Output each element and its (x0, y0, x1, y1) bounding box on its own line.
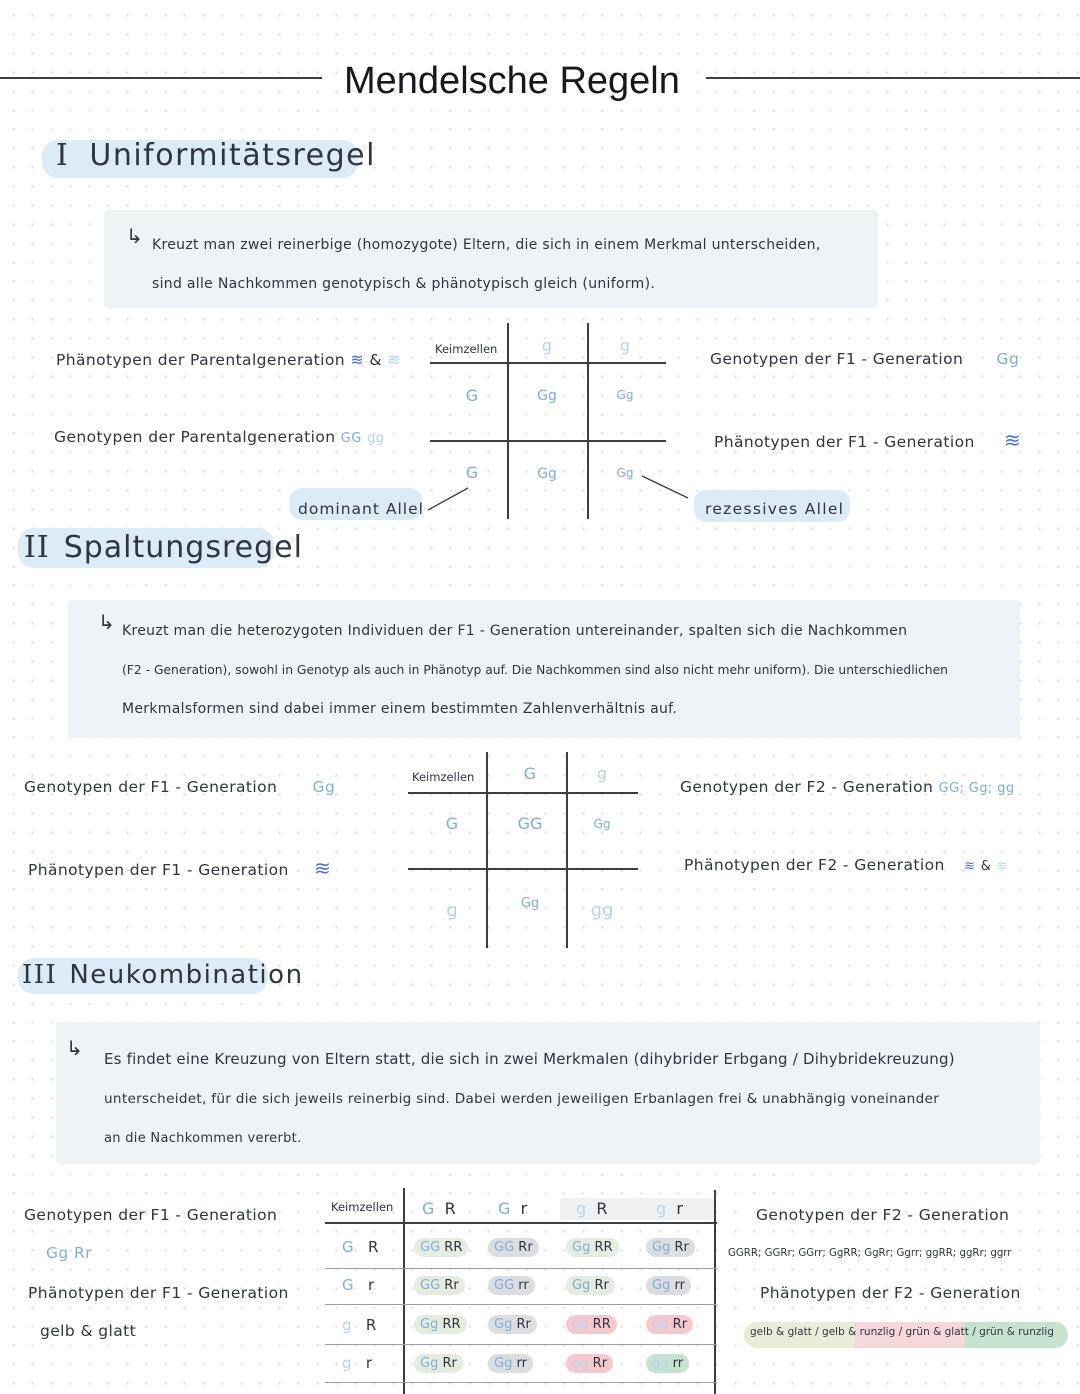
s1-grid-hline-mid (430, 440, 666, 442)
s1-grid-cell-0-1: Gg (616, 388, 634, 402)
s3-f1-phenotype-label: Phänotypen der F1 - Generation (28, 1284, 289, 1302)
dominant-label: dominant Allel (298, 500, 424, 518)
page-title: Mendelsche Regeln (344, 60, 680, 102)
s3-grid-hline-head (325, 1222, 717, 1224)
s3-f1-phenotype-value: gelb & glatt (40, 1322, 137, 1340)
s2-f1-genotype-value: Gg (312, 778, 336, 796)
title-rule-right (706, 77, 1080, 79)
s1-parental-phenotype-label: Phänotypen der Parentalgeneration ≋ & ≋ (56, 350, 402, 369)
s3-f2-phenotype-value: gelb & glatt / gelb & runzlig / grün & glatt / grün & runzlig (750, 1326, 1054, 1338)
s3-grid-cell-1-1: GG rr (488, 1274, 535, 1295)
s3-grid-cell-3-3: gg rr (646, 1352, 689, 1373)
s2-grid-row-0-head: G (445, 814, 459, 833)
s3-grid-hline-3 (325, 1344, 717, 1345)
s2-f1-genotype-label: Genotypen der F1 - Generation Gg (24, 778, 336, 796)
title-rule-left (0, 77, 322, 79)
s3-f2-genotype-value: GGRR; GGRr; GGrr; GgRR; GgRr; Ggrr; ggRR; ggRr; ggrr (728, 1248, 1012, 1259)
s1-grid-cell-1-0: Gg (537, 466, 557, 482)
section1-text-line1: Kreuzt man zwei reinerbige (homozygote) Eltern, die sich in einem Merkmal unterscheiden, (152, 237, 821, 253)
section1-text-line2: sind alle Nachkommen genotypisch & phänotypisch gleich (uniform). (152, 276, 656, 292)
s1-grid-col-1: g (619, 336, 631, 355)
s2-grid-vline-1 (486, 752, 488, 948)
s2-grid-col-1: g (596, 764, 608, 783)
section1-numeral: I (56, 138, 70, 173)
s3-grid-cell-3-2: gg Rr (566, 1352, 613, 1373)
s3-grid-cell-2-1: Gg Rr (488, 1313, 537, 1334)
s2-grid-hline-mid (408, 868, 638, 870)
s1-pointer-lines (420, 470, 700, 520)
dark-blue-swatch-icon: ≋ (314, 856, 332, 880)
s1-parental-genotype-label: Genotypen der Parentalgeneration GG gg (54, 428, 385, 446)
s1-grid-cell-1-1: Gg (616, 466, 634, 480)
s1-grid-hline-top (430, 362, 666, 364)
s1-grid-row-1-head: G (465, 463, 479, 482)
section2-text-line2: (F2 - Generation), sowohl in Genotyp als auch in Phänotyp auf. Die Nachkommen sind also nicht mehr uniform). Die unterschiedlichen (122, 663, 948, 677)
s3-grid-cell-1-0: GG Rr (414, 1274, 465, 1295)
s3-grid-row-1-head: G r (342, 1276, 375, 1294)
s3-grid-hline-bottom (325, 1382, 717, 1383)
s1-grid-corner: Keimzellen (435, 342, 498, 356)
s3-grid-cell-0-3: Gg Rr (646, 1236, 695, 1257)
s2-grid-cell-1-0: Gg (520, 896, 540, 911)
s3-f1-genotype-label: Genotypen der F1 - Generation (24, 1206, 278, 1224)
s2-grid-vline-2 (566, 752, 568, 948)
section1-heading (56, 138, 376, 173)
section2-arrow-icon: ↳ (98, 610, 115, 634)
section1-heading-text: Uniformitätsregel (89, 138, 376, 173)
s1-grid-cell-0-0: Gg (537, 388, 557, 404)
s3-grid-cell-3-0: Gg Rr (414, 1352, 463, 1373)
recessive-label: rezessives Allel (705, 500, 845, 518)
s3-grid-cell-0-2: Gg RR (566, 1236, 619, 1257)
s3-grid-row-0-head: G R (342, 1238, 379, 1256)
s3-grid-corner: Keimzellen (331, 1200, 394, 1214)
s1-parental-genotype-a: GG (340, 431, 362, 446)
section2-heading-text: Spaltungsregel (63, 530, 303, 565)
s2-grid-hline-top (408, 792, 638, 794)
s3-grid-cell-3-1: Gg rr (488, 1352, 533, 1373)
section2-text-line1: Kreuzt man die heterozygoten Individuen der F1 - Generation untereinander, spalten sich die Nachkommen (122, 623, 908, 639)
s3-grid-cell-0-1: GG Rr (488, 1236, 539, 1257)
s3-grid-col-2: g R (576, 1199, 608, 1218)
s3-grid-col-1: G r (498, 1199, 528, 1218)
s3-grid-col-0: G R (422, 1199, 456, 1218)
s3-f2-phenotype-label: Phänotypen der F2 - Generation (760, 1284, 1021, 1302)
s2-f2-genotype-label: Genotypen der F2 - Generation GG; Gg; gg (680, 778, 1015, 796)
s2-f1-phenotype-label: Phänotypen der F1 - Generation ≋ (28, 856, 332, 880)
s3-grid-cell-2-3: gg Rr (646, 1313, 693, 1334)
section3-heading-text: Neukombination (69, 960, 304, 990)
s3-grid-cell-1-2: Gg Rr (566, 1274, 615, 1295)
s2-grid-corner: Keimzellen (412, 770, 475, 784)
section2-numeral: II (24, 530, 50, 565)
s3-grid-col-3: g r (656, 1199, 683, 1218)
s3-grid-cell-2-0: Gg RR (414, 1313, 467, 1334)
s1-parental-genotype-b: gg (367, 431, 385, 446)
s3-grid-cell-0-0: GG RR (414, 1236, 468, 1257)
s3-grid-cell-1-3: Gg rr (646, 1274, 691, 1295)
s1-f1-phenotype-label: Phänotypen der F1 - Generation ≋ (714, 428, 1022, 452)
s3-grid-row-2-head: g R (342, 1316, 377, 1334)
light-blue-swatch-icon: ≋ (387, 350, 402, 369)
dark-blue-swatch-icon: ≋ (1004, 428, 1022, 452)
section3-numeral: III (22, 960, 58, 990)
s3-f1-genotype-value: Gg Rr (46, 1244, 92, 1262)
s1-grid-row-0-head: G (465, 386, 479, 405)
s2-grid-cell-0-0: GG (517, 814, 543, 833)
s3-grid-row-3-head: g r (342, 1354, 373, 1372)
section3-heading (22, 960, 304, 990)
s2-f2-phenotype-label: Phänotypen der F2 - Generation ≋ & ≋ (684, 856, 1008, 874)
s1-f1-genotype-label: Genotypen der F1 - Generation Gg (710, 350, 1020, 368)
s3-grid-cell-2-2: gg RR (566, 1313, 617, 1334)
s2-grid-cell-0-1: Gg (593, 817, 611, 831)
s3-f2-genotype-label: Genotypen der F2 - Generation (756, 1206, 1010, 1224)
section3-text-line1: Es findet eine Kreuzung von Eltern statt, die sich in zwei Merkmalen (dihybrider Erbgang / Dihybridekreuzung) (104, 1050, 955, 1068)
section3-text-line2: unterscheidet, für die sich jeweils reinerbig sind. Dabei werden jeweiligen Erbanlagen frei & unabhängig voneinander (104, 1091, 940, 1107)
s3-grid-vline-head (403, 1188, 405, 1394)
section3-arrow-icon: ↳ (66, 1036, 83, 1060)
s3-grid-hline-2 (325, 1304, 717, 1305)
dark-blue-swatch-icon: ≋ (964, 859, 976, 874)
s2-grid-cell-1-1: gg (590, 900, 614, 921)
section1-arrow-icon: ↳ (126, 224, 143, 248)
s2-grid-row-1-head: g (446, 900, 458, 921)
s2-f2-genotype-value: GG; Gg; gg (938, 781, 1015, 796)
dark-blue-swatch-icon: ≋ (350, 350, 365, 369)
s3-grid-vline-end (714, 1190, 716, 1394)
s2-grid-col-0: G (523, 764, 537, 783)
s1-grid-col-0: g (541, 336, 553, 355)
section2-heading (24, 530, 303, 565)
s3-grid-hline-1 (325, 1268, 717, 1269)
light-blue-swatch-icon: ≋ (996, 859, 1008, 874)
section2-text-line3: Merkmalsformen sind dabei immer einem bestimmten Zahlenverhältnis auf. (122, 701, 678, 717)
section3-text-line3: an die Nachkommen vererbt. (104, 1131, 302, 1146)
s1-f1-genotype-value: Gg (996, 350, 1020, 368)
